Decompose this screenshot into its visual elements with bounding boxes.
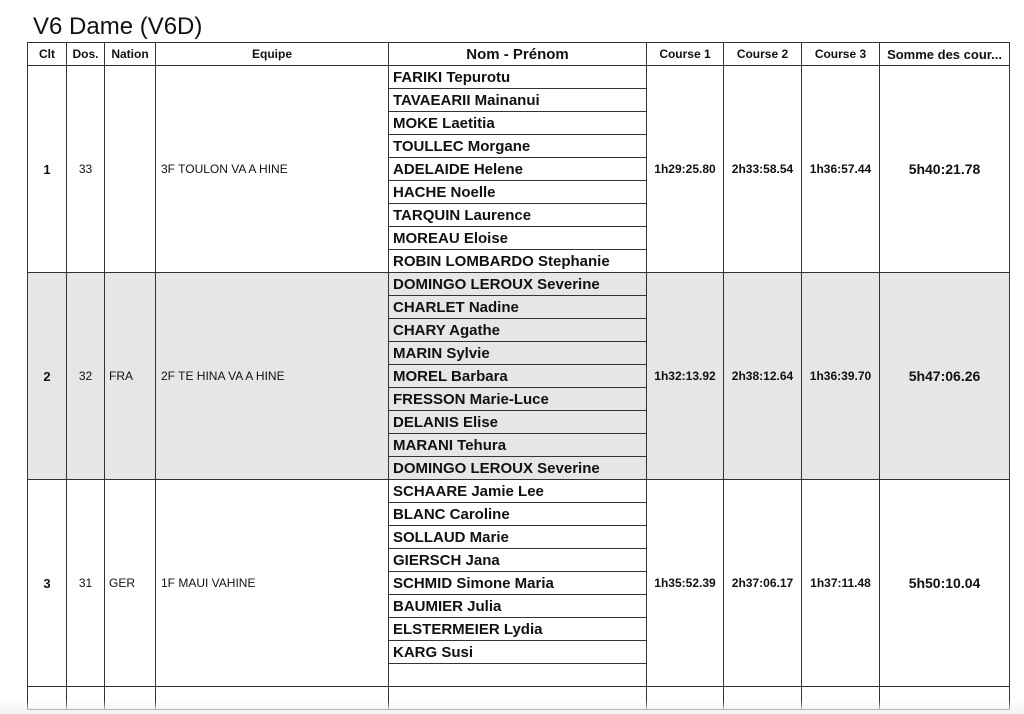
member-name: MARIN Sylvie [389,342,647,365]
member-name: MOREL Barbara [389,365,647,388]
table-body [28,66,1010,710]
member-name: MARANI Tehura [389,434,647,457]
header-nation: Nation [105,43,156,66]
member-name: FARIKI Tepurotu [389,66,647,89]
team-bib: 31 [67,480,105,687]
member-name: DOMINGO LEROUX Severine [389,457,647,480]
course2-time: 2h37:06.17 [724,480,802,687]
total-time: 5h47:06.26 [880,273,1010,480]
table-row [28,273,1010,296]
member-name: GIERSCH Jana [389,549,647,572]
member-name: MOREAU Eloise [389,227,647,250]
member-name: CHARY Agathe [389,319,647,342]
total-time: 5h50:10.04 [880,480,1010,687]
member-name [389,664,647,687]
header-equipe: Equipe [156,43,389,66]
member-name: BLANC Caroline [389,503,647,526]
course2-time: 2h33:58.54 [724,66,802,273]
member-name: DOMINGO LEROUX Severine [389,273,647,296]
course3-time: 1h36:39.70 [802,273,880,480]
bottom-fade [0,700,1024,714]
team-nation [105,66,156,273]
course2-time: 2h38:12.64 [724,273,802,480]
team-rank: 3 [28,480,67,687]
course3-time: 1h36:57.44 [802,66,880,273]
header-clt: Clt [28,43,67,66]
member-name: KARG Susi [389,641,647,664]
course1-time: 1h35:52.39 [647,480,724,687]
member-name: SCHMID Simone Maria [389,572,647,595]
header-course1: Course 1 [647,43,724,66]
member-name: ADELAIDE Helene [389,158,647,181]
team-name: 2F TE HINA VA A HINE [156,273,389,480]
header-course3: Course 3 [802,43,880,66]
team-bib: 32 [67,273,105,480]
member-name: DELANIS Elise [389,411,647,434]
member-name: BAUMIER Julia [389,595,647,618]
course1-time: 1h32:13.92 [647,273,724,480]
member-name: ROBIN LOMBARDO Stephanie [389,250,647,273]
team-nation: GER [105,480,156,687]
table-row [28,480,1010,503]
member-name: SOLLAUD Marie [389,526,647,549]
member-name: MOKE Laetitia [389,112,647,135]
header-row [28,43,1010,66]
header-somme: Somme des cour... [880,43,1010,66]
course3-time: 1h37:11.48 [802,480,880,687]
team-name: 1F MAUI VAHINE [156,480,389,687]
member-name: ELSTERMEIER Lydia [389,618,647,641]
member-name: TARQUIN Laurence [389,204,647,227]
team-nation: FRA [105,273,156,480]
results-table [27,42,1010,710]
header-nom: Nom - Prénom [389,43,647,66]
course1-time: 1h29:25.80 [647,66,724,273]
table-row [28,66,1010,89]
page-title: V6 Dame (V6D) [33,13,203,40]
member-name: TOULLEC Morgane [389,135,647,158]
member-name: SCHAARE Jamie Lee [389,480,647,503]
header-course2: Course 2 [724,43,802,66]
total-time: 5h40:21.78 [880,66,1010,273]
team-rank: 2 [28,273,67,480]
header-dos: Dos. [67,43,105,66]
team-rank: 1 [28,66,67,273]
member-name: TAVAEARII Mainanui [389,89,647,112]
team-bib: 33 [67,66,105,273]
member-name: FRESSON Marie-Luce [389,388,647,411]
table-header [28,43,1010,66]
team-name: 3F TOULON VA A HINE [156,66,389,273]
member-name: CHARLET Nadine [389,296,647,319]
member-name: HACHE Noelle [389,181,647,204]
